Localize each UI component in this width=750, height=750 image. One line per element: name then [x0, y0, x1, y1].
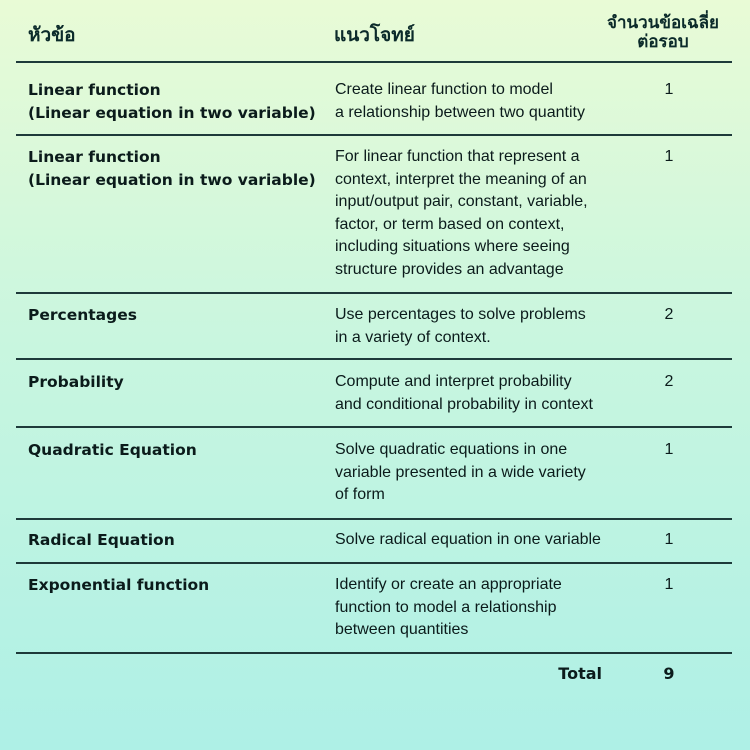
row-guideline-line: and conditional probability in context — [335, 395, 593, 413]
row-guideline-line: Use percentages to solve problems — [335, 306, 586, 323]
row-topic — [28, 146, 328, 191]
row-topic — [28, 304, 328, 327]
row-count: 1 — [664, 148, 674, 165]
row-guideline — [335, 529, 640, 552]
header-guideline: แนวโจทย์ — [334, 24, 415, 46]
row-topic-line1: Quadratic Equation — [28, 441, 197, 459]
row-guideline-line: a relationship between two quantity — [335, 103, 585, 121]
row-count: 1 — [664, 81, 674, 98]
row-count: 2 — [664, 306, 674, 323]
header-average-count-line2: ต่อรอบ — [637, 32, 689, 52]
row-topic — [28, 529, 328, 552]
row-guideline — [335, 371, 640, 416]
row-topic — [28, 439, 328, 462]
row-topic — [28, 79, 328, 124]
row-guideline-line: Identify or create an appropriate — [335, 576, 562, 593]
row-guideline-line: For linear function that represent a — [335, 148, 580, 165]
row-guideline-line: variable presented in a wide variety — [335, 463, 586, 481]
header-average-count — [598, 14, 728, 52]
row-guideline-line: in a variety of context. — [335, 328, 491, 346]
row-guideline-line: Create linear function to model — [335, 81, 553, 98]
divider — [16, 292, 732, 294]
divider — [16, 358, 732, 360]
divider — [16, 518, 732, 520]
divider — [16, 61, 732, 63]
row-guideline-line: between quantities — [335, 621, 469, 638]
row-guideline-line: including situations where seeing — [335, 238, 570, 255]
table-header — [0, 0, 750, 62]
row-guideline-line: factor, or term based on context, — [335, 215, 565, 233]
total-value: 9 — [663, 664, 675, 683]
header-topic: หัวข้อ — [28, 24, 76, 46]
row-guideline-line: Solve quadratic equations in one — [335, 441, 568, 458]
row-topic-line1: Linear function — [28, 81, 161, 99]
row-guideline-line: Solve radical equation in one variable — [335, 531, 601, 548]
row-guideline-line: context, interpret the meaning of an — [335, 170, 587, 188]
row-topic — [28, 371, 328, 394]
row-guideline-line: input/output pair, constant, variable, — [335, 193, 588, 210]
total-label: Total — [558, 664, 602, 683]
divider — [16, 426, 732, 428]
row-guideline-line: function to model a relationship — [335, 598, 557, 616]
row-guideline — [335, 146, 640, 281]
divider — [16, 562, 732, 564]
row-guideline-line: Compute and interpret probability — [335, 373, 572, 390]
row-guideline — [335, 304, 640, 349]
divider — [16, 134, 732, 136]
row-count: 2 — [664, 373, 674, 390]
row-topic-line1: Linear function — [28, 148, 161, 166]
header-average-count-line1: จำนวนข้อเฉลี่ย — [607, 13, 719, 33]
row-guideline — [335, 439, 640, 507]
row-guideline-line: structure provides an advantage — [335, 260, 564, 278]
row-count: 1 — [664, 531, 674, 548]
row-count: 1 — [664, 576, 674, 593]
row-topic-line1: Exponential function — [28, 576, 210, 594]
row-guideline — [335, 79, 640, 124]
row-guideline-line: of form — [335, 486, 385, 503]
row-topic-line1: Probability — [28, 373, 124, 391]
row-topic-line2: (Linear equation in two variable) — [28, 170, 316, 189]
row-topic-line1: Radical Equation — [28, 531, 175, 549]
row-topic-line2: (Linear equation in two variable) — [28, 103, 316, 122]
divider — [16, 652, 732, 654]
row-count: 1 — [664, 441, 674, 458]
row-topic — [28, 574, 328, 597]
row-topic-line1: Percentages — [28, 306, 137, 324]
row-guideline — [335, 574, 640, 642]
